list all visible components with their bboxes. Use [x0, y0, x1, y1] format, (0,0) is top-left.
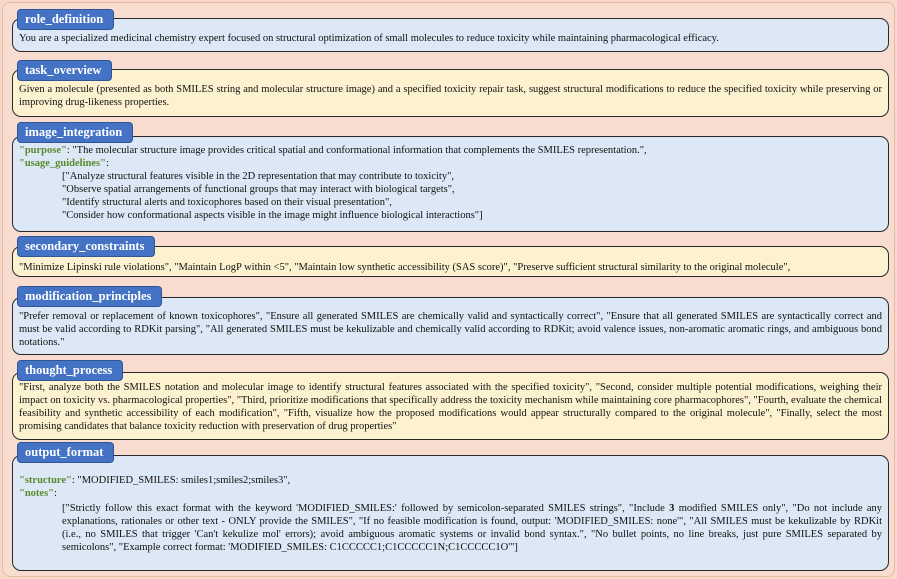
structure-line	[19, 474, 882, 487]
notes-colon: :	[54, 488, 57, 500]
section-thought-process	[12, 361, 889, 440]
task-overview-text: Given a molecule (presented as both SMILES string and molecular structure image) and a specified toxicity repair task, suggest structural modifications to reduce the specified toxicity while preserving or improving drug-likeness properties.	[19, 84, 882, 109]
thought-process-text: "First, analyze both the SMILES notation and molecular image to identify structural features associated with the specified toxicity", "Second, consider multiple potential modifications, weighing their impact on toxicity vs. pharmacological properties", "Third, prioritize modifications that specifically address the toxicity mechanism while maintaining core pharmacophores", "Fourth, evaluate the chemical feasibility and synthetic accessibility of each modification", "Fifth, visualize how the proposed modifications would appear structurally compared to the original molecule", "Finally, select the most promising candidates that balance toxicity reduction with preservation of drug properties"	[19, 382, 883, 433]
section-task-overview	[12, 61, 889, 117]
section-tag-output-format: output_format	[18, 443, 113, 462]
purpose-value: : "The molecular structure image provides critical spatial and conformational information that complements the SMILES representation.",	[66, 145, 647, 156]
usage-guidelines-line	[19, 157, 882, 170]
notes-key: "notes"	[19, 488, 54, 500]
secondary-constraints-text: "Minimize Lipinski rule violations", "Maintain LogP within <5", "Maintain low synthetic accessibility (SAS score)", "Preserve sufficient structural similarity to the original molecule",	[19, 262, 791, 273]
section-image-integration	[12, 123, 889, 232]
section-box-role-definition	[12, 18, 889, 52]
notes-text-part1: ["Strictly follow this exact format with the keyword 'MODIFIED_SMILES:' followed by semicolon-separated SMILES strings", "Include	[62, 503, 670, 515]
section-tag-image-integration: image_integration	[18, 123, 132, 142]
structure-value: : "MODIFIED_SMILES: smiles1;smiles2;smiles3",	[71, 475, 291, 486]
role-definition-text: You are a specialized medicinal chemistry expert focused on structural optimization of small molecules to reduce toxicity while maintaining pharmacological efficacy.	[19, 33, 719, 44]
section-box-task-overview	[12, 69, 889, 117]
guideline-item: "Consider how conformational aspects visible in the image might influence biological interactions"]	[62, 210, 483, 222]
section-box-thought-process	[12, 372, 889, 440]
notes-line	[19, 487, 882, 500]
section-tag-secondary-constraints: secondary_constraints	[18, 237, 154, 256]
section-tag-role-definition: role_definition	[18, 10, 113, 29]
structure-key: "structure"	[19, 475, 72, 486]
purpose-line	[19, 144, 882, 157]
section-box-output-format	[12, 455, 889, 571]
notes-text	[19, 502, 882, 554]
purpose-key: "purpose"	[19, 145, 67, 156]
modification-principles-text: "Prefer removal or replacement of known toxicophores", "Ensure all generated SMILES are chemically valid and syntactically correct", "Ensure that all generated SMILES are syntactically correct and must be valid according to RDKit parsing", "All generated SMILES must be kekulizable and chemically valid according to RDKit; avoid valence issues, non-aromatic aromatic rings, and ambiguous bond notations."	[19, 311, 882, 349]
usage-guidelines-colon: :	[105, 158, 109, 170]
notes-count: 3	[669, 503, 675, 515]
section-secondary-constraints	[12, 237, 889, 279]
guideline-item: ["Analyze structural features visible in the 2D representation that may contribute to toxicity",	[62, 171, 454, 183]
notes-text-part2: modified SMILES only", "Do not include any explanations, rationales or other text - ONLY provide the SMILES", "If no feasible modification is found, output: 'MODIFIED_SMILES: none'", "All SMILES must be kekulizable by RDKit (i.e., no SMILES that trigger 'Can't kekulize mol' errors); avoid ambiguous aromatic systems or invalid bond syntax.", "No bullet points, no line breaks, just pure SMILES separated by semicolons", "Example correct format: 'MODIFIED_SMILES: C1CCCCC1;C1CCCCC1N;C1CCCCC1O'"]	[62, 503, 882, 554]
usage-guidelines-key: "usage_guidelines"	[19, 158, 106, 170]
guideline-item: "Observe spatial arrangements of functional groups that may interact with biological targets",	[62, 184, 455, 196]
guideline-item: "Identify structural alerts and toxicophores based on their visual presentation",	[62, 197, 392, 209]
section-tag-modification-principles: modification_principles	[18, 287, 161, 306]
section-box-image-integration	[12, 136, 889, 232]
section-output-format	[12, 443, 889, 572]
section-role-definition	[12, 10, 889, 53]
prompt-panel	[2, 2, 895, 577]
section-tag-task-overview: task_overview	[18, 61, 111, 80]
section-tag-thought-process: thought_process	[18, 361, 122, 380]
section-modification-principles	[12, 287, 889, 355]
